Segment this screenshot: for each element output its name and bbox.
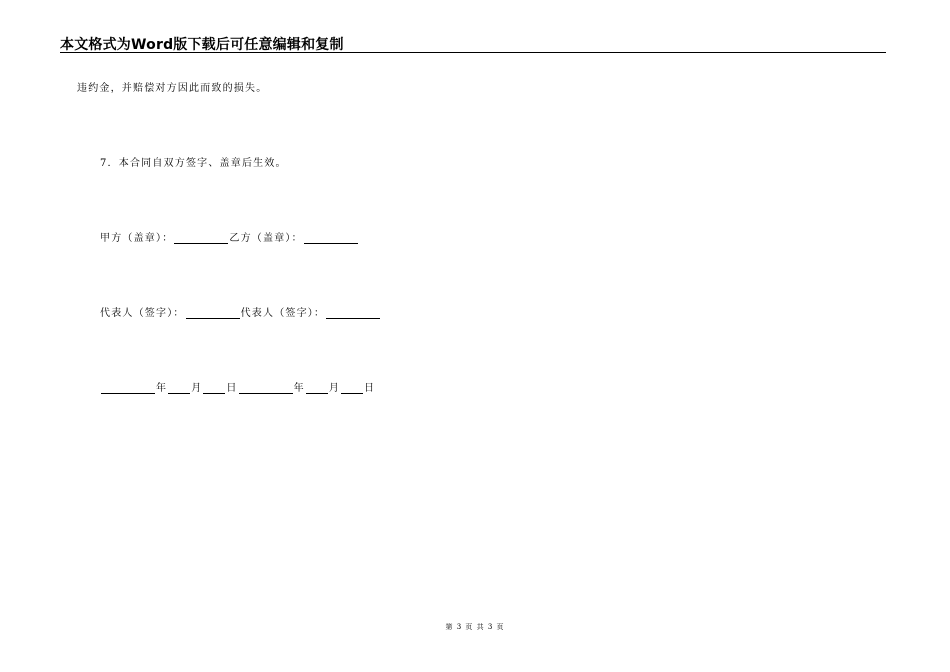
date-b-year-label: 年: [293, 383, 305, 394]
party-signature-row: [100, 229, 359, 244]
rep-a-blank: [186, 308, 240, 319]
page-header-title: 本文格式为Word版下载后可任意编辑和复制: [60, 37, 344, 53]
party-b-blank: [304, 233, 358, 244]
continued-text-line: 违约金，并赔偿对方因此而致的损失。: [77, 83, 268, 94]
date-b-day-label: 日: [364, 383, 376, 394]
date-b-day-blank: [341, 383, 363, 394]
rep-b-blank: [326, 308, 380, 319]
date-a-month-blank: [168, 383, 190, 394]
representative-signature-row: [100, 304, 381, 319]
date-a-month-label: 月: [191, 383, 203, 394]
page-footer-number: 第 3 页 共 3 页: [445, 623, 505, 631]
date-a-day-label: 日: [226, 383, 238, 394]
header-divider: [60, 52, 886, 53]
rep-b-label: 代表人（签字）：: [240, 308, 326, 319]
date-a-year-blank: [101, 383, 155, 394]
date-b-month-label: 月: [328, 383, 341, 394]
rep-a-label: 代表人（签字）：: [100, 308, 185, 319]
party-a-label: 甲方（盖章）：: [100, 233, 174, 244]
date-b-year-blank: [239, 383, 293, 394]
party-b-label: 乙方（盖章）：: [229, 233, 303, 244]
date-row: [100, 379, 375, 394]
clause-7-text: 7．本合同自双方签字、盖章后生效。: [100, 158, 287, 169]
date-a-year-label: 年: [156, 383, 168, 394]
party-a-blank: [174, 233, 228, 244]
date-a-day-blank: [203, 383, 225, 394]
date-b-month-blank: [306, 383, 328, 394]
